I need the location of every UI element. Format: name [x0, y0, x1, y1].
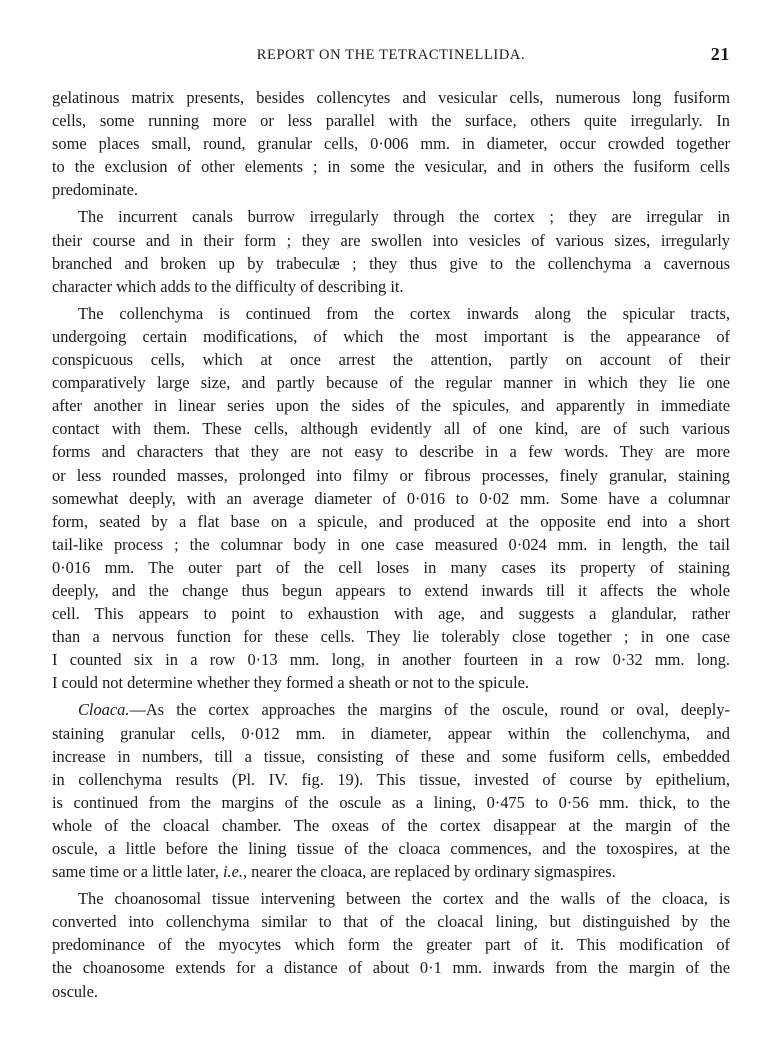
text-line: after another in linear series upon the sides of the spicules, and apparently in immediate	[52, 396, 730, 416]
paragraph-2	[52, 205, 730, 297]
text-line: undergoing certain modifications, of which the most important is the appearance of	[52, 326, 730, 346]
running-head	[52, 44, 730, 68]
paragraph-5	[52, 887, 730, 1002]
paragraph-3	[52, 302, 730, 695]
text-line: in collenchyma results (Pl. IV. fig. 19). This tissue, invested of course by epithelium,	[52, 769, 730, 789]
text-line: The incurrent canals burrow irregularly through the cortex ; they are irregular in	[78, 207, 730, 227]
text-line: some places small, round, granular cells, 0·006 mm. in diameter, occur crowded together	[52, 134, 730, 154]
text-line: character which adds to the difficulty of describing it.	[52, 276, 404, 296]
text-line: branched and broken up by trabeculæ ; they thus give to the collenchyma a cavernous	[52, 253, 730, 273]
text-line: increase in numbers, till a tissue, consisting of these and some fusiform cells, embedded	[52, 746, 730, 766]
text-line: contact with them. These cells, although evidently all of one kind, are of such various	[52, 419, 730, 439]
text-line: The choanosomal tissue intervening between the cortex and the walls of the cloaca, is	[78, 889, 730, 909]
text-line: cells, some running more or less parallel with the surface, others quite irregularly. In	[52, 111, 730, 131]
page-number: 21	[710, 44, 730, 64]
text-line: same time or a little later, i.e., nearer the cloaca, are replaced by ordinary sigmaspires.	[52, 862, 616, 882]
section-heading-cloaca: Cloaca.	[78, 700, 130, 720]
text-line: Cloaca.—As the cortex approaches the margins of the oscule, round or oval, deeply-	[78, 700, 730, 720]
text-line: tail-like process ; the columnar body in one case measured 0·024 mm. in length, the tail	[52, 534, 730, 554]
text-line: oscule.	[52, 981, 98, 1001]
text-line: somewhat deeply, with an average diameter of 0·016 to 0·02 mm. Some have a columnar	[52, 488, 730, 508]
text-line: than a nervous function for these cells. They lie tolerably close together ; in one case	[52, 627, 730, 647]
text-line: or less rounded masses, prolonged into filmy or fibrous processes, finely granular, staining	[52, 465, 730, 485]
text-line: I could not determine whether they formed a sheath or not to the spicule.	[52, 673, 530, 693]
text-line: gelatinous matrix presents, besides collencytes and vesicular cells, numerous long fusiform	[52, 88, 730, 107]
text-line: is continued from the margins of the oscule as a lining, 0·475 to 0·56 mm. thick, to the	[52, 792, 730, 812]
text-line: the choanosome extends for a distance of about 0·1 mm. inwards from the margin of the	[52, 958, 730, 978]
text-line: staining granular cells, 0·012 mm. in diameter, appear within the collenchyma, and	[52, 723, 730, 743]
body-text	[52, 86, 730, 1003]
paragraph-cloaca	[52, 698, 730, 883]
text-line: comparatively large size, and partly because of the regular manner in which they lie one	[52, 373, 730, 393]
text-line: predominance of the myocytes which form the greater part of it. This modification of	[52, 935, 730, 955]
text-line: oscule, a little before the lining tissue of the cloaca commences, and the toxospires, at the	[52, 839, 730, 858]
text-line: deeply, and the change thus begun appears to extend inwards till it affects the whole	[52, 580, 730, 600]
text-line: I counted six in a row 0·13 mm. long, in another fourteen in a row 0·32 mm. long.	[52, 650, 730, 670]
paragraph-1	[52, 86, 730, 201]
text-line: cell. This appears to point to exhaustion with age, and suggests a glandular, rather	[52, 604, 730, 624]
text-line: form, seated by a flat base on a spicule, and produced at the opposite end into a short	[52, 511, 730, 531]
text-line: forms and characters that they are not easy to describe in a few words. They are more	[52, 442, 730, 462]
text-line: The collenchyma is continued from the cortex inwards along the spicular tracts,	[78, 303, 730, 323]
text-line: conspicuous cells, which at once arrest the attention, partly on account of their	[52, 350, 730, 370]
text-line: 0·016 mm. The outer part of the cell loses in many cases its property of staining	[52, 557, 730, 577]
text-line: predominate.	[52, 180, 139, 200]
text-line: whole of the cloacal chamber. The oxeas of the cortex disappear at the margin of the	[52, 815, 730, 835]
text-line: to the exclusion of other elements ; in some the vesicular, and in others the fusiform cells	[52, 157, 730, 177]
running-title: REPORT ON THE TETRACTINELLIDA.	[256, 47, 526, 63]
text-line: their course and in their form ; they are swollen into vesicles of various sizes, irregularly	[52, 230, 730, 250]
text-line: converted into collenchyma similar to that of the cloacal lining, but distinguished by the	[52, 912, 730, 932]
